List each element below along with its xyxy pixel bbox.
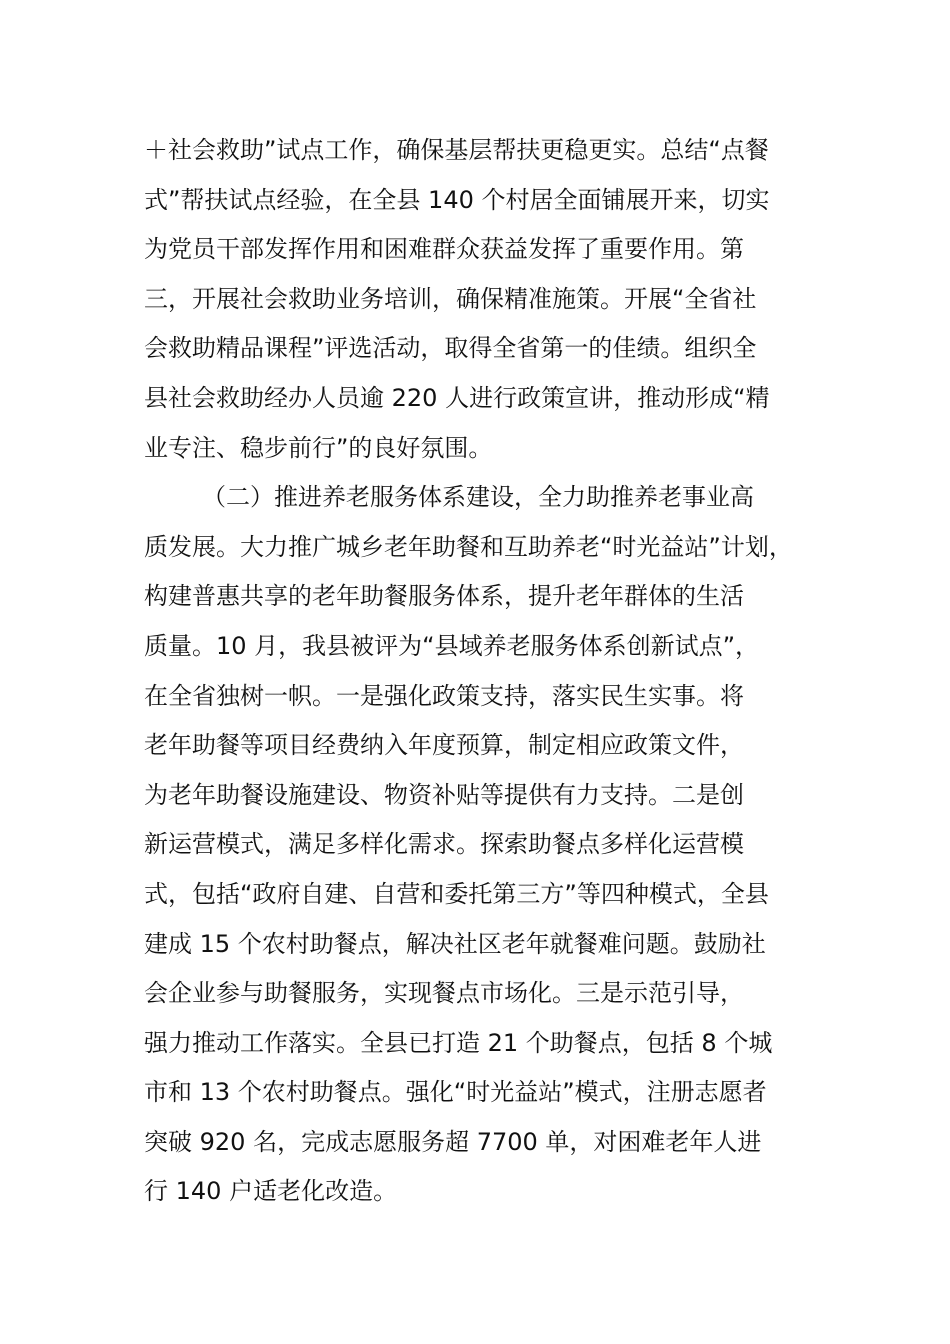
paragraph-line: 新运营模式，满足多样化需求。探索助餐点多样化运营模 — [144, 830, 744, 859]
paragraph-line: 业专注、稳步前行”的良好氛围。 — [144, 433, 493, 462]
paragraph-line: 为党员干部发挥作用和困难群众获益发挥了重要作用。第 — [144, 235, 744, 264]
paragraph-line: 县社会救助经办人员逾 220 人进行政策宣讲，推动形成“精 — [144, 383, 770, 412]
paragraph-line: 三，开展社会救助业务培训，确保精准施策。开展“全省社 — [144, 284, 757, 313]
paragraph-line: 式”帮扶试点经验，在全县 140 个村居全面铺展开来，切实 — [144, 185, 770, 214]
section-heading-line: （二）推进养老服务体系建设，全力助推养老事业高 — [202, 483, 754, 512]
paragraph-elderly-care — [144, 473, 834, 1267]
paragraph-line: 突破 920 名，完成志愿服务超 7700 单，对困难老年人进 — [144, 1127, 762, 1156]
paragraph-line: ＋社会救助”试点工作，确保基层帮扶更稳更实。总结“点餐 — [144, 136, 769, 164]
paragraph-line: 建成 15 个农村助餐点，解决社区老年就餐难问题。鼓励社 — [144, 929, 766, 958]
paragraph-line: 质发展。大力推广城乡老年助餐和互助养老“时光益站”计划， — [144, 532, 793, 561]
paragraph-line: 强力推动工作落实。全县已打造 21 个助餐点，包括 8 个城 — [144, 1028, 773, 1057]
paragraph-social-assistance — [144, 126, 834, 473]
paragraph-line: 会救助精品课程”评选活动，取得全省第一的佳绩。组织全 — [144, 334, 757, 363]
paragraph-line: 市和 13 个农村助餐点。强化“时光益站”模式，注册志愿者 — [144, 1078, 767, 1107]
paragraph-line: 行 140 户适老化改造。 — [144, 1177, 398, 1206]
paragraph-line — [144, 1217, 834, 1267]
paragraph-line: 老年助餐等项目经费纳入年度预算，制定相应政策文件， — [144, 731, 744, 760]
paragraph-line: 在全省独树一帜。一是强化政策支持，落实民生实事。将 — [144, 681, 744, 710]
paragraph-line: 会企业参与助餐服务，实现餐点市场化。三是示范引导， — [144, 979, 744, 1008]
paragraph-line: 式，包括“政府自建、自营和委托第三方”等四种模式，全县 — [144, 879, 769, 908]
paragraph-line: 构建普惠共享的老年助餐服务体系，提升老年群体的生活 — [144, 582, 744, 611]
paragraph-line: 质量。10 月，我县被评为“县域养老服务体系创新试点”， — [144, 631, 760, 660]
paragraph-line: 为老年助餐设施建设、物资补贴等提供有力支持。二是创 — [144, 780, 744, 809]
document-body — [144, 126, 834, 1267]
